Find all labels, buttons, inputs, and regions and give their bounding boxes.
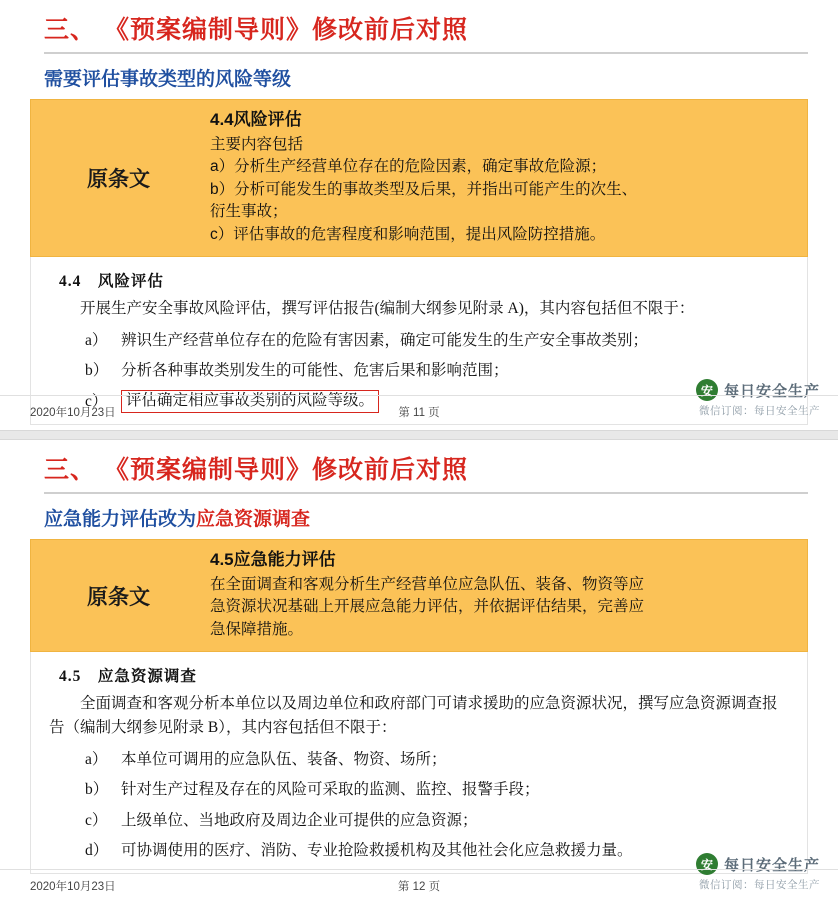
list-item-text: 辨识生产经营单位存在的危险有害因素，确定可能发生的生产安全事故类别； [121, 332, 649, 349]
list-item-marker: d） [85, 841, 109, 859]
list-item-text: 可协调使用的医疗、消防、专业抢险救援机构及其他社会化应急救援力量。 [121, 841, 633, 859]
list-item-marker: a） [85, 751, 108, 769]
list-item-text: 分析各种事故类别发生的可能性、危害后果和影响范围； [121, 362, 509, 380]
footer-date-1: 2020年10月23日 [30, 407, 116, 419]
list-item-text: 上级单位、当地政府及周边企业可提供的应急资源； [121, 811, 478, 829]
footer-page-number-1: 第 11 页 [398, 407, 440, 419]
slide-2-footer [0, 869, 838, 904]
original-text-label-2: 原条文 [87, 585, 150, 609]
slide-1-subtitle [0, 54, 838, 99]
subtitle-main-text: 应急能力评估改为 [44, 509, 197, 530]
slide-1-title: 三、 《预案编制导则》修改前后对照 [44, 16, 468, 44]
original-line: 主要内容包括 [210, 135, 304, 153]
original-text-label-1: 原条文 [87, 167, 150, 191]
revised-paragraph-2: 全面调查和客观分析本单位以及周边单位和政府部门可请求援助的应急资源状况，撰写应急资源调查报告（编制大纲参见附录 B），其内容包括但不限于： [49, 695, 778, 737]
revised-heading-2: 4.5 应急资源调查 [59, 668, 197, 686]
original-text-panel-2 [30, 539, 808, 652]
slide-1 [0, 0, 838, 430]
original-heading-2: 4.5应急能力评估 [210, 550, 336, 569]
slide-1-footer [0, 395, 838, 430]
original-text-body-2 [206, 540, 656, 651]
list-item-marker: b） [85, 781, 109, 799]
revised-text-block-2 [30, 652, 808, 874]
list-item-marker: c） [85, 811, 108, 829]
revised-list-item [85, 839, 789, 862]
original-line: a）分析生产经营单位存在的危险因素，确定事故危险源； [210, 158, 607, 176]
original-text-body-1 [206, 100, 649, 256]
list-item-marker: a） [85, 332, 108, 349]
watermark-subtitle-2: 微信订阅：每日安全生产 [699, 879, 820, 891]
revised-list-item [85, 748, 789, 771]
safety-logo-icon: 安 [696, 853, 718, 875]
revised-paragraph-1: 开展生产安全事故风险评估，撰写评估报告(编制大纲参见附录 A)，其内容包括但不限于： [80, 299, 695, 317]
original-text-panel-1 [30, 99, 808, 257]
revised-list-item [85, 329, 789, 352]
original-line: 急资源状况基础上开展应急能力评估，并依据评估结果，完善应 [210, 598, 645, 616]
watermark-title-2: 每日安全生产 [723, 856, 820, 874]
list-item-marker: b） [85, 362, 109, 380]
revised-list-item [85, 809, 789, 832]
watermark-subtitle-1: 微信订阅：每日安全生产 [699, 405, 820, 417]
watermark-title-1: 每日安全生产 [723, 382, 820, 400]
original-line: 衍生事故； [210, 203, 288, 221]
footer-date-2: 2020年10月23日 [30, 881, 116, 893]
original-line: b）分析可能发生的事故类型及后果，并指出可能产生的次生、 [210, 180, 638, 198]
slide-separator [0, 430, 838, 440]
subtitle-accent-text: 应急资源调查 [196, 509, 311, 530]
original-line: 在全面调查和客观分析生产经营单位应急队伍、装备、物资等应 [210, 575, 645, 593]
revised-heading-1: 4.4 风险评估 [59, 272, 164, 290]
revised-list-item [85, 778, 789, 801]
subtitle-main-text: 需要评估事故类型的风险等级 [44, 69, 292, 90]
list-item-text-boxed: 评估确定相应事故类别的风险等级。 [121, 390, 379, 413]
safety-logo-icon: 安 [696, 379, 718, 401]
list-item-marker: c） [85, 392, 108, 410]
original-line: 急保障措施。 [210, 620, 304, 638]
revised-list-item [85, 359, 789, 382]
original-heading-1: 4.4风险评估 [210, 110, 302, 129]
original-line: c）评估事故的危害程度和影响范围，提出风险防控措施。 [210, 225, 606, 243]
footer-page-number-2: 第 12 页 [397, 881, 441, 893]
list-item-text: 针对生产过程及存在的风险可采取的监测、监控、报警手段； [121, 781, 540, 799]
slide-2 [0, 440, 838, 904]
slide-2-title: 三、 《预案编制导则》修改前后对照 [44, 456, 468, 484]
slide-2-subtitle [0, 494, 838, 539]
list-item-text: 本单位可调用的应急队伍、装备、物资、场所； [121, 751, 447, 769]
